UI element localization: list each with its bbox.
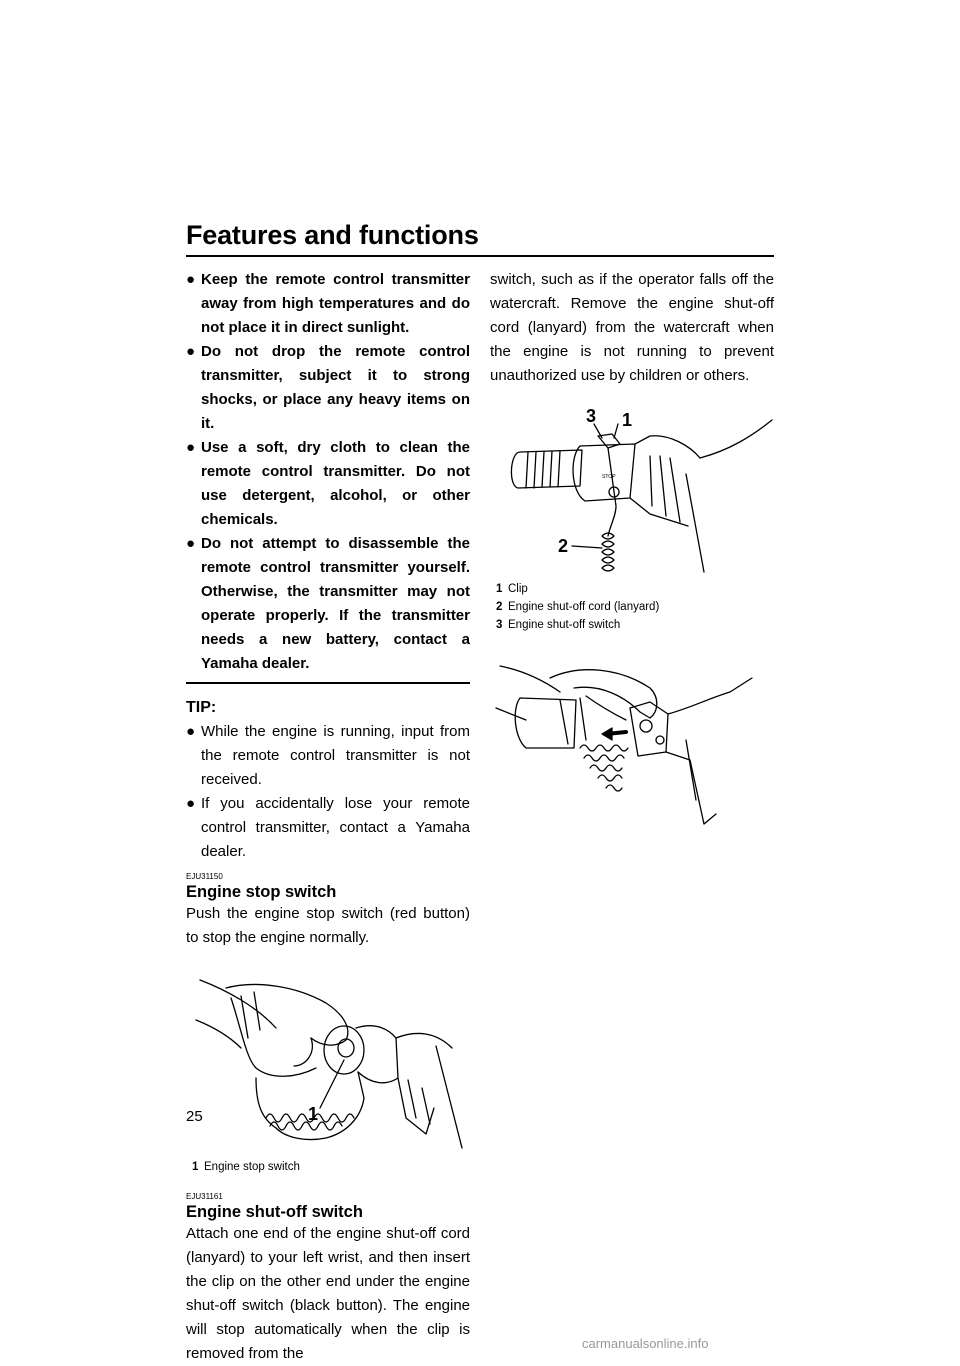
hand-pressing-stop-switch-illustration [186,968,470,1158]
figure-removing-clip [490,648,774,848]
figure-engine-stop [186,968,470,1158]
section-body-continued: switch, such as if the operator falls off the watercraft. Remove the engine shut-off cord (lanyard) from the watercraft when the engine is not running to prevent unauthorized use by children or others. [490,271,774,384]
tip-item: ● While the engine is running, input from the remote control transmitter is not received. [186,720,470,792]
tip-list [186,720,470,864]
figure-caption: 2 Engine shut-off cord (lanyard) [496,601,660,613]
page-title: Features and functions [186,220,479,250]
watermark[interactable]: carmanualsonline.info [582,1336,709,1351]
switch-stop-label: STOP [602,474,616,480]
bullet-icon: ● [186,795,196,812]
figure-shutoff-switch [490,396,774,580]
warning-item: ● Do not attempt to disassemble the remote control transmitter yourself. Otherwise, the transmitter may not operate properly. If the transmitter needs a new battery, contact a Yamaha dealer. [186,532,470,676]
page-number: 25 [186,1108,203,1125]
section-code: EJU31161 [186,1192,223,1201]
figure-callout: 2 [558,536,569,556]
section-heading-engine-shutoff: Engine shut-off switch [186,1203,363,1221]
tip-item: ● If you accidentally lose your remote control transmitter, contact a Yamaha dealer. [186,792,470,864]
figure-callout: 3 [586,406,597,426]
tip-heading: TIP: [186,699,217,716]
figure-caption: 1 Engine stop switch [192,1161,300,1173]
shutoff-switch-illustration [490,396,774,580]
section-body-engine-shutoff: Attach one end of the engine shut-off cord (lanyard) to your left wrist, and then insert the clip on the other end under the engine shut-off switch (black button). The engine will stop automatically when the clip is removed from the [186,1225,470,1362]
hand-removing-clip-illustration [490,648,774,848]
figure-callout: 1 [308,1104,319,1124]
bullet-icon: ● [186,439,196,456]
warning-item: ● Keep the remote control transmitter away from high temperatures and do not place it in direct sunlight. [186,268,470,340]
warning-list [186,268,470,676]
right-column [490,268,774,848]
title-rule [186,255,774,257]
warning-item: ● Use a soft, dry cloth to clean the remote control transmitter. Do not use detergent, alcohol, or other chemicals. [186,436,470,532]
bullet-icon: ● [186,535,196,552]
warning-end-rule [186,682,470,684]
warning-item: ● Do not drop the remote control transmitter, subject it to strong shocks, or place any heavy items on it. [186,340,470,436]
figure-callout: 1 [622,410,633,430]
figure-caption: 1 Clip [496,583,528,595]
section-heading-engine-stop: Engine stop switch [186,883,337,901]
section-body-engine-stop: Push the engine stop switch (red button) to stop the engine normally. [186,905,470,946]
section-code: EJU31150 [186,872,223,881]
bullet-icon: ● [186,271,196,288]
figure-caption: 3 Engine shut-off switch [496,619,621,631]
bullet-icon: ● [186,343,196,360]
left-column [186,268,470,1366]
bullet-icon: ● [186,723,196,740]
